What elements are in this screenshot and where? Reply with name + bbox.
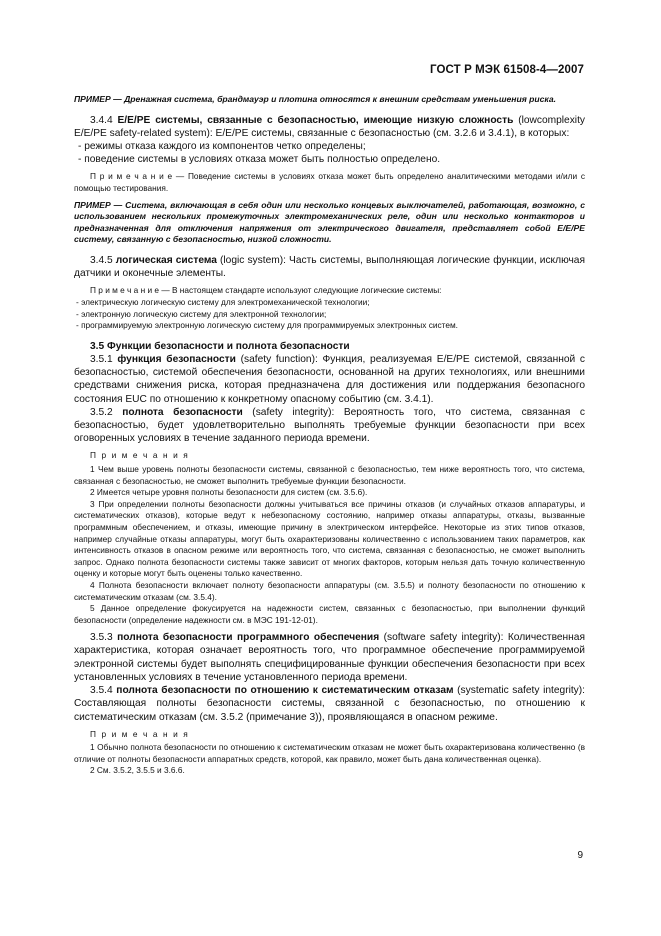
note-item: 2 Имеется четыре уровня полноты безопасности для систем (см. 3.5.6).	[90, 487, 368, 498]
notes-title: П р и м е ч а н и я	[90, 728, 190, 739]
term-low-complexity-system: E/E/PE системы, связанные с безопасностью, имеющие низкую сложность	[117, 114, 514, 126]
note-3-4-5: П р и м е ч а н и е — В настоящем стандарте используют следующие логические системы:	[90, 285, 442, 296]
standard-code-header: ГОСТ Р МЭК 61508-4—2007	[430, 64, 584, 76]
list-item: - электрическую логическую систему для электромеханической технологии;	[76, 296, 370, 307]
list-item: - поведение системы в условиях отказа может быть полностью определено.	[78, 154, 441, 166]
note-item: 1 Обычно полнота безопасности по отношению к систематическим отказам не может быть охарактеризована количественно (в отличие от полноты безопасности аппаратных средств, которой, как правило, может быть дана количественная оценка).	[74, 742, 585, 764]
term-safety-integrity: полнота безопасности	[122, 406, 243, 418]
clause-3-5-2: 3.5.2 полнота безопасности (safety integrity): Вероятность того, что система, связанная с безопасностью, будет удовлетворительно выполнять требуемые функции безопасности при всех оговоренных условиях в течение заданного периода времени.	[74, 406, 585, 445]
note-3-4-4: П р и м е ч а н и е — Поведение системы в условиях отказа может быть определено аналитическими методами и/или с помощью тестирования.	[74, 171, 585, 193]
clause-3-4-5: 3.4.5 логическая система (logic system): Часть системы, выполняющая логические функции, исключая датчики и оконечные элементы.	[74, 254, 585, 280]
example-external-risk-reduction: ПРИМЕР — Дренажная система, брандмауэр и плотина относятся к внешним средствам уменьшения риска.	[74, 94, 557, 104]
section-title-3-5: 3.5 Функции безопасности и полнота безопасности	[90, 340, 350, 352]
example-3-4-4: ПРИМЕР — Система, включающая в себя один или несколько концевых выключателей, работающая, возможно, с использованием нескольких промежуточных электромеханических реле, один или несколько контакторов и предназначенная для отключения напряжения от электрического двигателя, представляет собой E/E/PE систему, связанную с безопасностью, низкой сложности.	[74, 199, 585, 245]
term-systematic-safety-integrity: полнота безопасности по отношению к систематическим отказам	[116, 685, 454, 697]
list-item: - электронную логическую систему для электронной технологии;	[76, 308, 327, 319]
note-item: 2 См. 3.5.2, 3.5.5 и 3.6.6.	[90, 765, 185, 776]
clause-3-4-4: 3.4.4 E/E/PE системы, связанные с безопасностью, имеющие низкую сложность (lowcomplexity E/E/PE safety-related system): E/E/PE системы, связанные с безопасностью (см. 3.2.6 и 3.4.1), в которых:	[74, 114, 585, 139]
term-software-safety-integrity: полнота безопасности программного обеспечения	[117, 632, 380, 644]
term-logic-system: логическая система	[115, 254, 217, 266]
list-item: - программируемую электронную логическую систему для программируемых электронных систем.	[76, 320, 458, 331]
page-content	[74, 94, 585, 777]
page-number: 9	[577, 850, 583, 861]
note-item: 3 При определении полноты безопасности должны учитываться все причины отказов (и случайных отказов аппаратуры, и систематических отказов), которые ведут к небезопасному состоянию, например отказы аппаратуры, отказы, вызванные программным обеспечением, и отказы, имеющие причину в электрическом интерфейсе. Некоторые из этих типов отказов, например случайные отказы аппаратуры, могут быть охарактеризованы количественно с использованием таких параметров, как интенсивность отказов в опасном режиме или вероятность того, что система, связанная с безопасностью, не сможет выполнить запрос. Однако полнота безопасности системы также зависит от многих факторов, которым нельзя дать точную количественную оценку и которые могут быть оценены только качественно.	[74, 498, 585, 579]
notes-title: П р и м е ч а н и я	[90, 450, 190, 461]
list-item: - режимы отказа каждого из компонентов четко определены;	[78, 141, 366, 152]
note-item: 1 Чем выше уровень полноты безопасности системы, связанной с безопасностью, тем ниже вероятность того, что система, связанная с безопасностью, не сможет выполнить требуемые функции безопасности.	[74, 463, 585, 486]
note-item: 4 Полнота безопасности включает полноту безопасности аппаратуры (см. 3.5.5) и полноту безопасности по отношению к систематическим отказам (см. 3.5.4).	[74, 579, 585, 602]
term-safety-function: функция безопасности	[117, 353, 236, 365]
clause-3-5-3: 3.5.3 полнота безопасности программного обеспечения (software safety integrity): Количественная характеристика, которая означает вероятность того, что программное обеспечение программируемой электронной системы будет выполнять специфицированные функции обеспечения безопасности при всех установленных условиях в течение установленного периода времени.	[74, 632, 585, 683]
clause-3-5-1: 3.5.1 функция безопасности (safety function): Функция, реализуемая E/E/PE системой, связанной с безопасностью, системой обеспечения безопасности, основанной на других технологиях, или внешними средствами снижения риска, которая предназначена для достижения или поддержания безопасного состояния EUC по отношению к конкретному опасному событию (см. 3.4.1).	[74, 353, 585, 405]
note-item: 5 Данное определение фокусируется на надежности систем, связанных с безопасностью, при выполнении функций безопасности (определение надежности см. в МЭС 191-12-01).	[74, 603, 585, 625]
clause-3-5-4: 3.5.4 полнота безопасности по отношению к систематическим отказам (systematic safety integrity): Составляющая полноты безопасности системы, связанной с безопасностью, по отношению к систематическим отказам (см. 3.5.2 (примечание 3)), проявляющаяся в опасном режиме.	[74, 685, 585, 723]
